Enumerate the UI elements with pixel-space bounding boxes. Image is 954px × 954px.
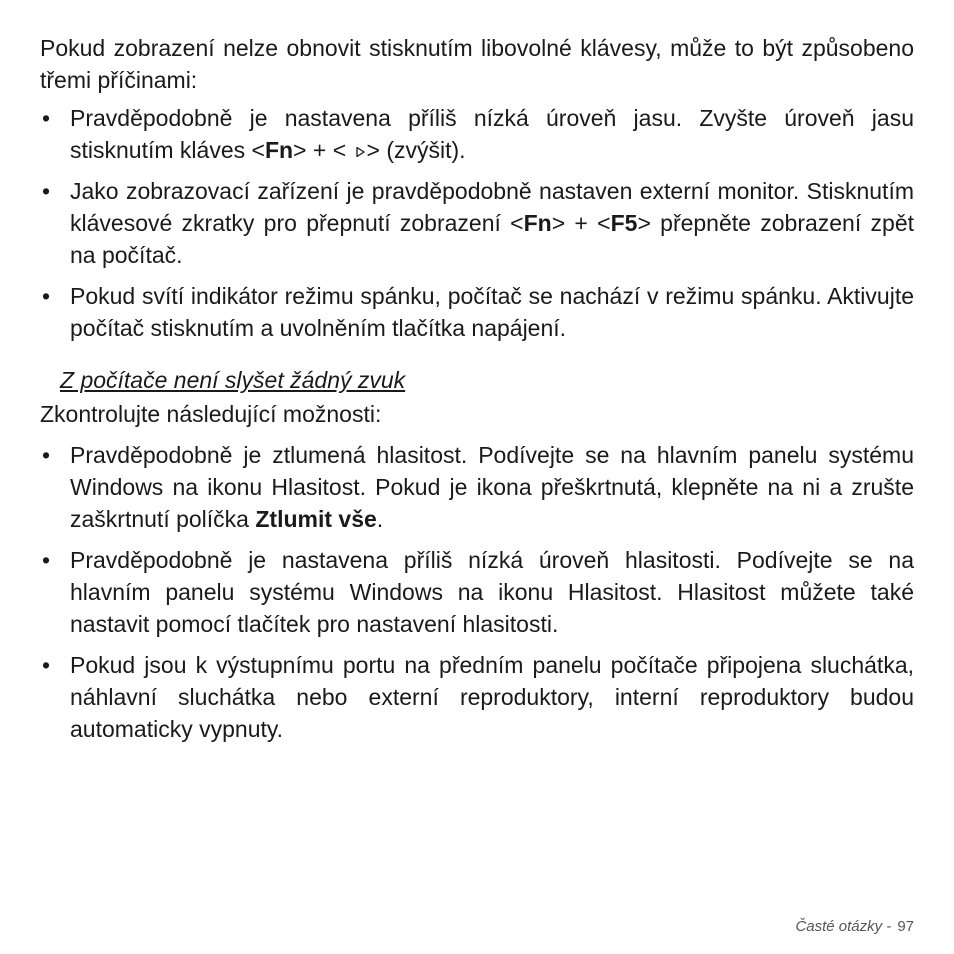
page-number: 97 (897, 918, 914, 935)
bullet: • (41, 105, 51, 131)
bullet: • (41, 652, 51, 678)
page-content (40, 32, 914, 754)
key-label: Fn (523, 210, 552, 236)
bullet: • (41, 442, 51, 468)
intro-paragraph: Pokud zobrazení nelze obnovit stisknutím libovolné klávesy, může to být způsobeno třemi příčinami: (40, 35, 914, 93)
sound-checks-list (40, 439, 914, 745)
bullet: • (41, 178, 51, 204)
list-item: • Pravděpodobně je ztlumená hlasitost. Podívejte se na hlavním panelu systému Windows na ikonu Hlasitost. Pokud je ikona přeškrtnutá, klepněte na ni a zrušte zaškrtnutí políčka Ztlumit vše. (40, 439, 914, 535)
brightness-up-triangle-icon (353, 135, 367, 149)
list-item: • Jako zobrazovací zařízení je pravděpodobně nastaven externí monitor. Stisknutím klávesové zkratky pro přepnutí zobrazení <Fn> + <F5> přepněte zobrazení zpět na počítač. (40, 175, 914, 271)
list-item: • Pravděpodobně je nastavena příliš nízká úroveň hlasitosti. Podívejte se na hlavním panelu systému Windows na ikonu Hlasitost. Hlasitost můžete také nastavit pomocí tlačítek pro nastavení hlasitosti. (40, 544, 914, 640)
bullet: • (41, 283, 51, 309)
section-heading: Z počítače není slyšet žádný zvuk (60, 367, 406, 393)
bullet: • (41, 547, 51, 573)
list-item: • Pokud jsou k výstupnímu portu na předním panelu počítače připojena sluchátka, náhlavní sluchátka nebo externí reproduktory, interní reproduktory budou automaticky vypnuty. (40, 649, 914, 745)
page-footer (795, 918, 914, 936)
key-label: Fn (264, 137, 294, 163)
section-lead: Zkontrolujte následující možnosti: (40, 401, 382, 427)
bold-term: Ztlumit vše (255, 506, 377, 532)
footer-section-title: Časté otázky - (795, 918, 892, 935)
list-item: • Pokud svítí indikátor režimu spánku, počítač se nachází v režimu spánku. Aktivujte počítač stisknutím a uvolněním tlačítka napájení. (40, 280, 914, 344)
key-label: F5 (610, 210, 638, 236)
list-item: • Pravděpodobně je nastavena příliš nízká úroveň jasu. Zvyšte úroveň jasu stisknutím kláves <Fn> + < > (zvýšit). (40, 102, 914, 166)
display-causes-list (40, 102, 914, 344)
